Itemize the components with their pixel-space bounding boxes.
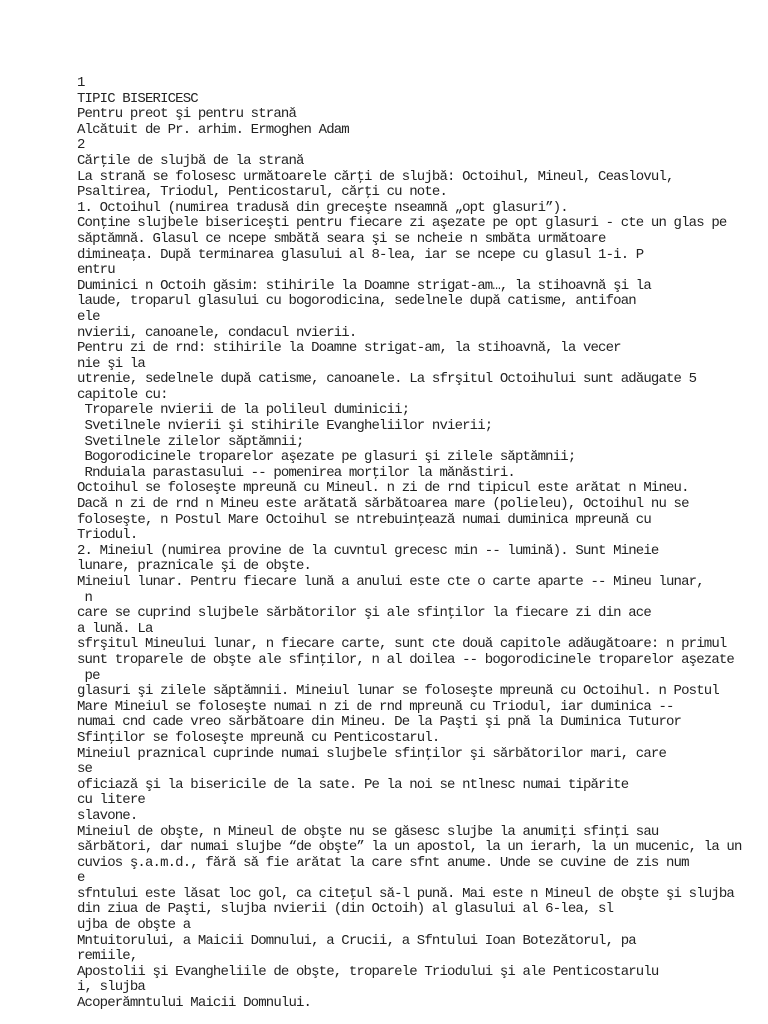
text-line: n [77,589,93,606]
text-line: Dacă n zi de rnd n Mineu este arătată sărbătoarea mare (polieleu), Octoihul nu se [77,496,689,513]
text-line: 1 [77,75,85,91]
text-line: La strană se folosesc următoarele cărţi de slujbă: Octoihul, Mineul, Ceaslovul, [77,168,674,185]
text-line: Mntuitorului, a Maicii Domnului, a Crucii, a Sfntului Ioan Botezătorul, pa [77,932,636,949]
text-line: Mineiul praznical cuprinde numai slujbele sfinţilor şi sărbătorilor mari, care [77,745,667,762]
text-line: Apostolii şi Evangheliile de obşte, troparele Triodului şi ale Penticostarulu [77,963,659,980]
text-line: cuvios ş.a.m.d., fără să fie arătat la care sfnt anume. Unde se cuvine de zis num [77,854,689,871]
text-line: 2 [77,137,85,154]
text-line: glasuri şi zilele săptămnii. Mineiul lunar se foloseşte mpreună cu Octoihul. n Postul [77,683,719,700]
text-line: sunt troparele de obşte ale sfinţilor, n al doilea -- bogorodicinele troparelor aşezate [77,651,734,668]
text-line: din ziua de Paşti, slujba nvierii (din Octoih) al glasului al 6-lea, sl [77,901,614,918]
text-line: Conţine slujbele bisericeşti pentru fiecare zi aşezate pe opt glasuri - cte un glas pe [77,215,727,232]
text-line: dimineaţa. După terminarea glasului al 8-lea, iar se ncepe cu glasul 1-i. P [77,246,644,263]
text-line: Octoihul se foloseşte mpreună cu Mineul. n zi de rnd tipicul este arătat n Mineu. [77,480,689,497]
text-line: a lună. La [77,620,153,637]
text-line: Psaltirea, Triodul, Penticostarul, cărţi cu note. [77,184,448,201]
text-line: sfntului este lăsat loc gol, ca citeţul să-l pună. Mai este n Mineul de obşte şi slujba [77,885,734,902]
text-line: sfrşitul Mineului lunar, n fiecare carte, sunt cte două capitole adăugătoare: n primul [77,636,727,653]
text-line: slavone. [77,807,138,824]
text-line: i, slujba [77,979,145,996]
text-line: Svetilnele nvierii şi stihirile Evangheliilor nvierii; [77,418,493,435]
text-line: Acoperămntului Maicii Domnului. [77,995,312,1012]
text-line: remiile, [77,948,138,965]
text-line: TIPIC BISERICESC [77,90,198,107]
text-line: ujba de obşte a [77,917,191,934]
text-line: Mineiul de obşte, n Mineul de obşte nu se găsesc slujbe la anumiţi sfinţi sau [77,823,659,840]
text-line: e [77,870,85,887]
text-line: sărbători, dar numai slujbe “de obşte” la un apostol, la un ierarh, la un mucenic, la un [77,839,742,856]
text-line: Duminici n Octoih găsim: stihirile la Doamne strigat-am…, la stihoavnă şi la [77,277,651,294]
text-line: Sfinţilor se foloseşte mpreună cu Penticostarul. [77,729,440,746]
document-text [77,76,767,1012]
text-line: Troparele nvierii de la polileul duminicii; [77,402,410,419]
text-line: laude, troparul glasului cu bogorodicina, sedelnele după catisme, antifoan [77,293,636,310]
text-line: capitole cu: [77,386,168,403]
text-line: Mineiul lunar. Pentru fiecare lună a anului este cte o carte aparte -- Mineu lunar, [77,574,704,590]
text-line: Pentru zi de rnd: stihirile la Doamne strigat-am, la stihoavnă, la vecer [77,340,621,357]
text-line: nie şi la [77,355,145,372]
text-line: 2. Mineiul (numirea provine de la cuvntul grecesc min -- lumină). Sunt Mineie [77,542,659,559]
text-line: Bogorodicinele troparelor aşezate pe glasuri şi zilele săptămnii; [77,449,576,466]
text-line: Rnduiala parastasului -- pomenirea morţilor la mănăstiri. [77,464,515,481]
text-line: Cărţile de slujbă de la strană [77,152,304,169]
text-line: utrenie, sedelnele după catisme, canoanele. La sfrşitul Octoihului sunt adăugate 5 [77,371,697,388]
text-line: săptămnă. Glasul ce ncepe smbătă seara şi se ncheie n smbăta următoare [77,230,606,247]
text-line: Pentru preot şi pentru strană [77,106,296,123]
text-line: nvierii, canoanele, condacul nvierii. [77,324,357,341]
text-line: Alcătuit de Pr. arhim. Ermoghen Adam [77,121,349,138]
text-line: Triodul. [77,527,138,544]
text-line: numai cnd cade vreo sărbătoare din Mineu. De la Paşti şi pnă la Duminica Tuturor [77,714,682,731]
text-line: lunare, praznicale şi de obşte. [77,558,312,575]
text-line: care se cuprind slujbele sărbătorilor şi ale sfinţilor la fiecare zi din ace [77,605,651,622]
text-line: Svetilnele zilelor săptămnii; [77,433,304,450]
text-line: se [77,761,93,778]
text-line: Mare Mineiul se foloseşte numai n zi de rnd mpreună cu Triodul, iar duminica -- [77,698,674,715]
text-line: cu litere [77,792,145,809]
text-line: foloseşte, n Postul Mare Octoihul se ntrebuinţează numai duminica mpreună cu [77,511,651,528]
text-line: pe [77,667,100,684]
text-line: ele [77,308,100,325]
text-line: oficiază şi la bisericile de la sate. Pe la noi se ntlnesc numai tipărite [77,776,629,793]
text-line: entru [77,262,115,279]
text-line: 1. Octoihul (numirea tradusă din greceşte nseamnă „opt glasuri”). [77,199,568,216]
